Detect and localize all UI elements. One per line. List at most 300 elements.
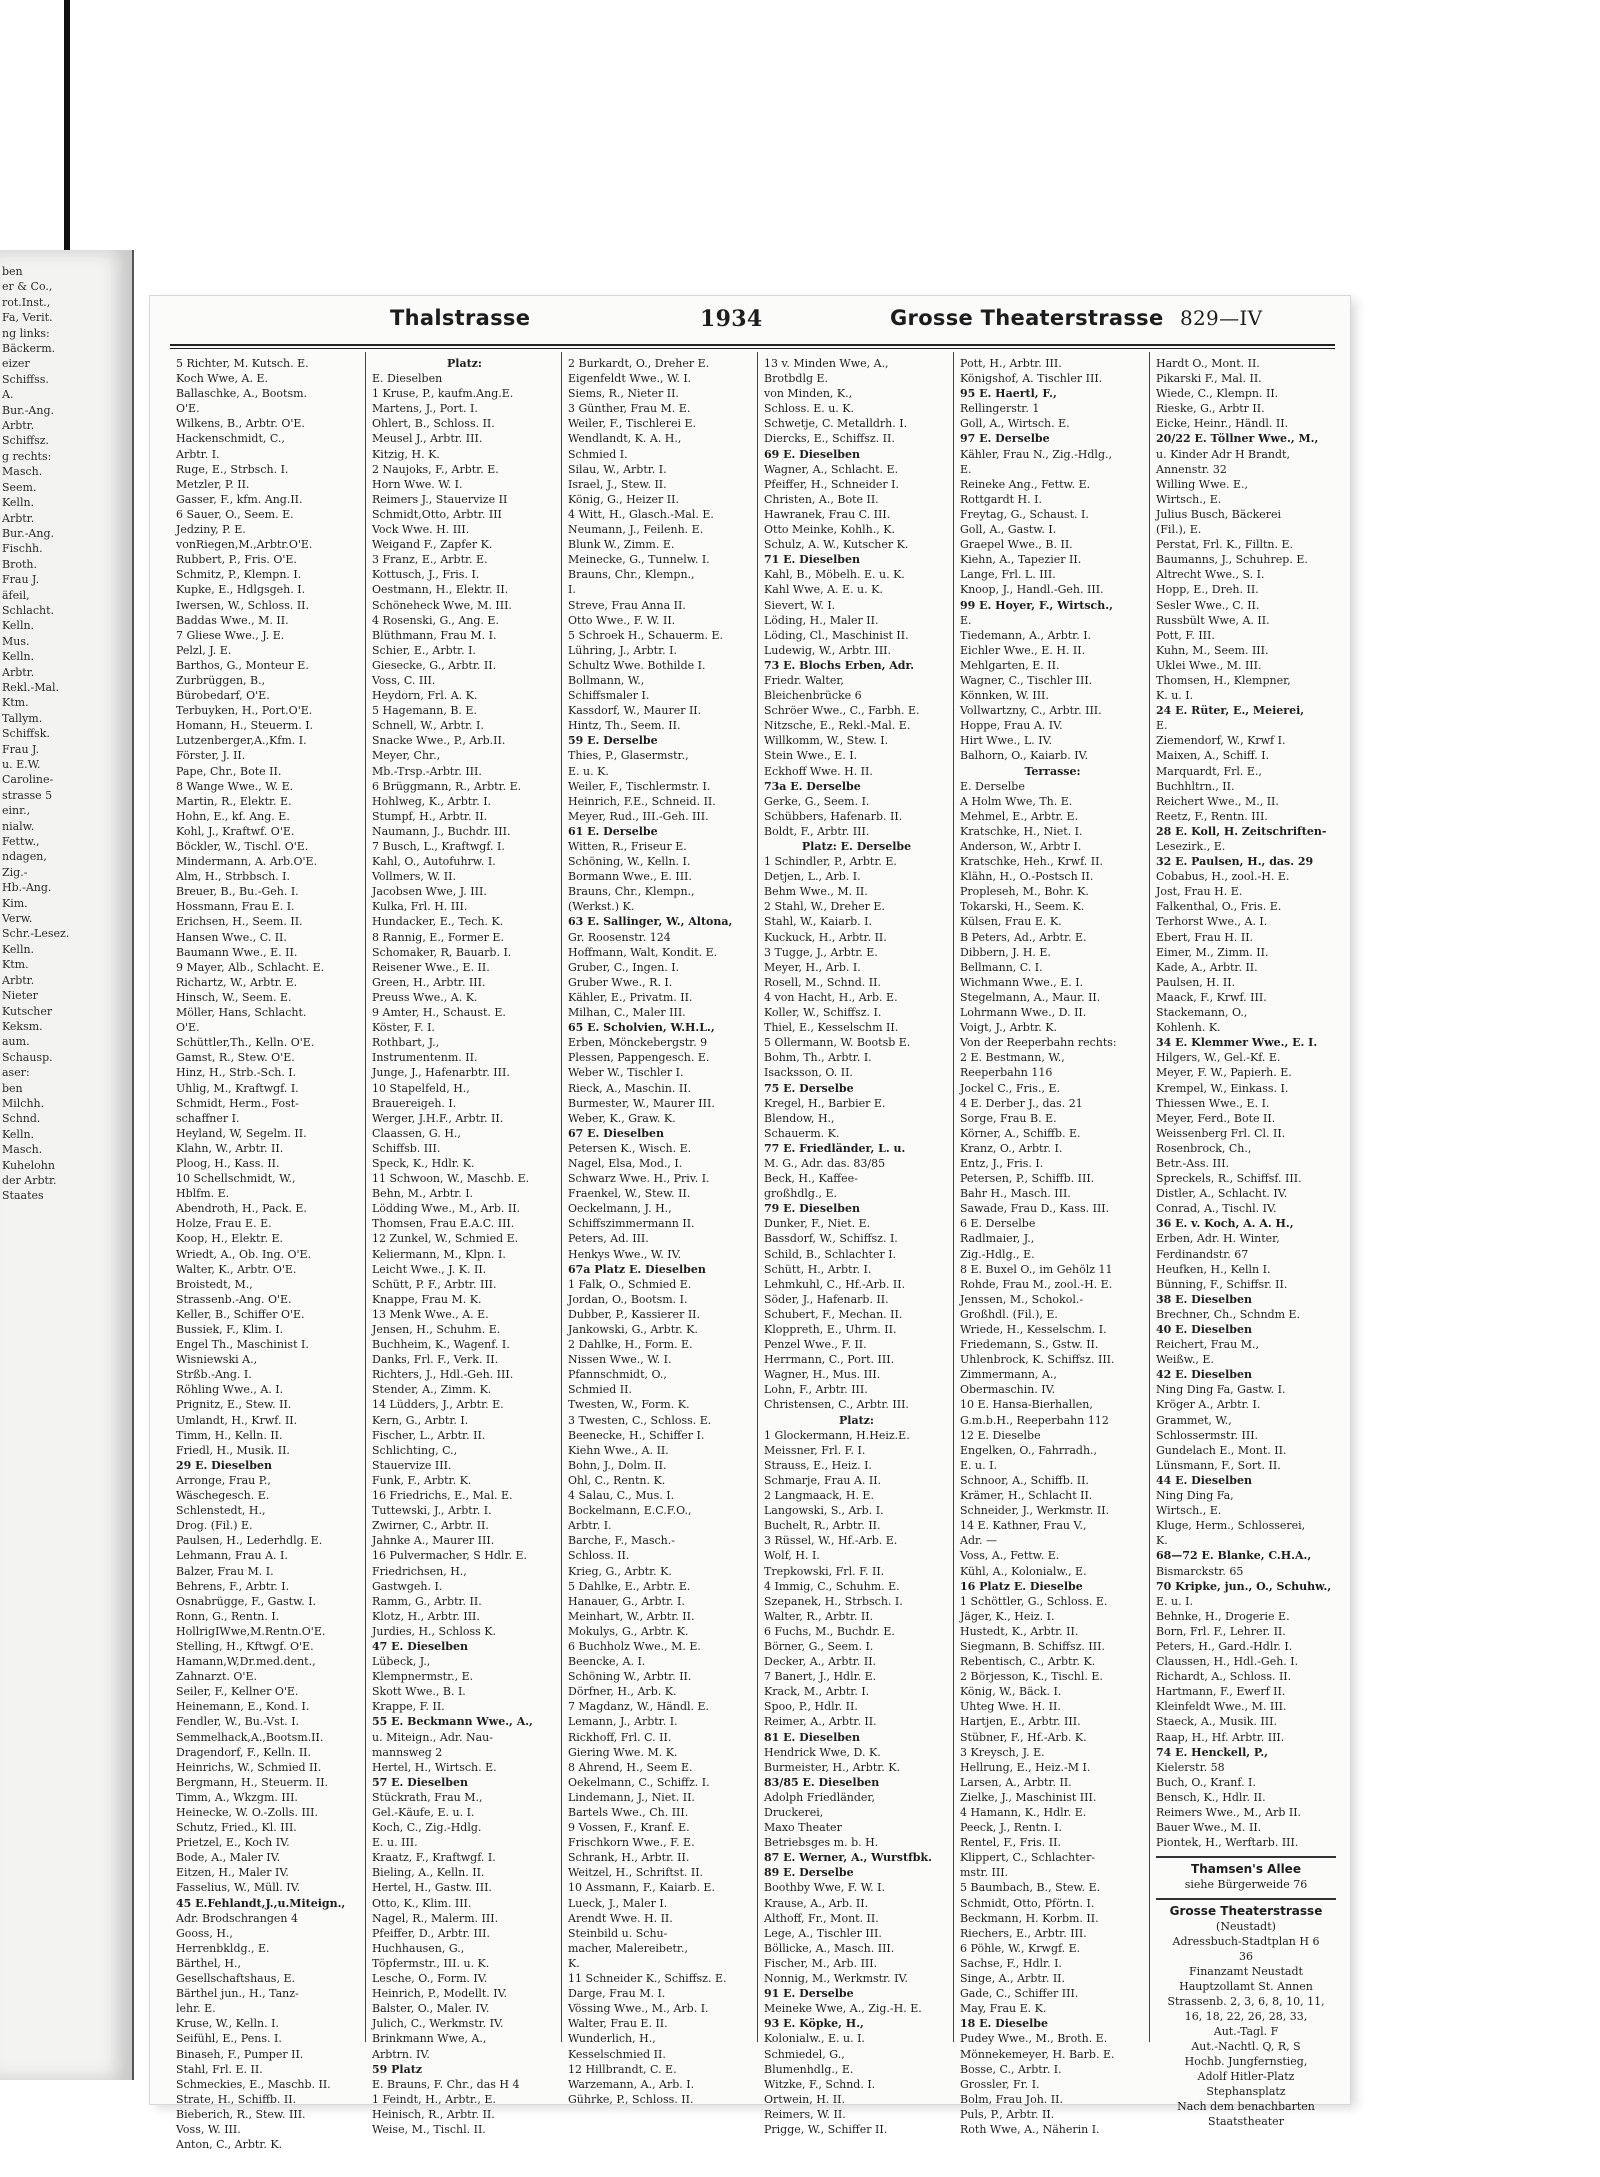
- resident-entry: Piontek, H., Werftarb. III.: [1156, 1836, 1299, 1850]
- resident-entry: Gr. Roosenstr. 124: [568, 930, 671, 944]
- resident-entry: K.: [568, 1956, 580, 1970]
- resident-entry: 4 Witt, H., Glasch.-Mal. E.: [568, 507, 714, 521]
- resident-entry: Pfannschmidt, O.,: [568, 1368, 667, 1382]
- prev-page-line: Kelln.: [2, 619, 35, 633]
- resident-entry: Rohde, Frau M., zool.-H. E.: [960, 1277, 1113, 1291]
- resident-entry: Schmied II.: [568, 1383, 632, 1397]
- resident-entry: Druckerei,: [764, 1806, 824, 1819]
- prev-page-line: Fettw.,: [2, 835, 40, 849]
- column-3: [561, 352, 757, 2106]
- resident-entry: 13 v. Minden Wwe, A.,: [764, 357, 889, 370]
- resident-entry: Steinbild u. Schu-: [568, 1926, 668, 1940]
- resident-entry: Kähler, Frau N., Zig.-Hdlg.,: [960, 447, 1112, 461]
- prev-page-line: Schiffss.: [2, 372, 49, 386]
- resident-entry: Friedemann, S., Gstw. II.: [960, 1338, 1099, 1352]
- resident-entry: Schwarz Wwe. H., Priv. I.: [568, 1172, 710, 1186]
- resident-entry: Stübner, F., Hf.-Arb. K.: [960, 1730, 1087, 1744]
- prev-page-line: Mus.: [2, 634, 30, 648]
- prev-page-line: Tallym.: [2, 711, 43, 725]
- note-line: Aut.-Nachtl. Q, R, S: [1191, 2040, 1301, 2054]
- house-number-entry: 67 E. Dieselben: [568, 1126, 664, 1140]
- resident-entry: Behnke, H., Drogerie E.: [1156, 1609, 1290, 1623]
- resident-entry: Gundelach E., Mont. II.: [1156, 1443, 1287, 1457]
- resident-entry: 3 Twesten, C., Schloss. E.: [568, 1413, 712, 1427]
- house-number-entry: 28 E. Koll, H. Zeitschriften-: [1156, 824, 1327, 838]
- resident-entry: Buchhltrn., II.: [1156, 779, 1235, 793]
- street-note-thamsens-allee: [1156, 1856, 1336, 1892]
- prev-page-line: Bäckerm.: [2, 342, 56, 356]
- resident-entry: Born, Frl. F., Lehrer. II.: [1156, 1624, 1286, 1638]
- resident-entry: Stelling, H., Kftwgf. O'E.: [176, 1639, 314, 1653]
- resident-entry: Schiffsmaler I.: [568, 689, 650, 703]
- resident-entry: E. u. K.: [568, 764, 609, 778]
- resident-entry: Otto Meinke, Kohlh., K.: [764, 523, 895, 537]
- resident-entry: Lueck, J., Maler I.: [568, 1896, 668, 1910]
- resident-entry: Danks, Frl. F., Verk. II.: [372, 1353, 499, 1367]
- resident-entry: Hartmann, F., Ewerf II.: [1156, 1685, 1286, 1699]
- prev-page-line: Caroline-: [2, 773, 54, 787]
- resident-entry: Eckhoff Wwe. H. II.: [764, 764, 873, 778]
- resident-entry: 2 Dahlke, H., Form. E.: [568, 1338, 693, 1352]
- resident-entry: Baumann Wwe., E. II.: [176, 945, 298, 959]
- resident-entry: Schlenstedt, H.,: [176, 1504, 266, 1518]
- prev-page-line: Schr.-Lesez.: [2, 927, 70, 941]
- resident-entry: Uklei Wwe., M. III.: [1156, 658, 1262, 672]
- resident-entry: Krieg, G., Arbtr. K.: [568, 1564, 672, 1578]
- resident-entry: Stegelmann, A., Maur. II.: [960, 990, 1101, 1004]
- resident-entry: Jordan, O., Bootsm. I.: [568, 1292, 688, 1306]
- prev-page-line: ndagen,: [2, 850, 47, 864]
- resident-entry: Behn, M., Arbtr. I.: [372, 1187, 474, 1201]
- prev-page-line: Rekl.-Mal.: [2, 680, 60, 694]
- resident-entry: Adr. Brodschrangen 4: [176, 1911, 298, 1925]
- house-number-entry: 57 E. Dieselben: [372, 1775, 468, 1789]
- resident-entry: Annenstr. 32: [1156, 462, 1227, 476]
- resident-entry: Cobabus, H., zool.-H. E.: [1156, 870, 1290, 884]
- resident-entry: Beenecke, H., Schiffer I.: [568, 1428, 705, 1442]
- resident-entry: Rieck, A., Maschin. II.: [568, 1081, 692, 1095]
- house-number-entry: 38 E. Dieselben: [1156, 1292, 1252, 1306]
- resident-entry: Vollwartzny, C., Arbtr. III.: [960, 704, 1102, 718]
- resident-entry: Lehmann, Frau A. I.: [176, 1549, 288, 1563]
- house-number-entry: 59 E. Derselbe: [568, 734, 658, 748]
- resident-entry: Perstat, Frl. K., Filltn. E.: [1156, 538, 1294, 552]
- resident-entry: Eimer, M., Zimm. II.: [1156, 945, 1269, 959]
- house-number-entry: 55 E. Beckmann Wwe., A.,: [372, 1715, 533, 1729]
- resident-entry: Giering Wwe. M. K.: [568, 1745, 678, 1759]
- resident-entry: Seiler, F., Kellner O'E.: [176, 1685, 299, 1699]
- resident-entry: Pott, H., Arbtr. III.: [960, 357, 1062, 370]
- resident-entry: Jäger, K., Heiz. I.: [960, 1609, 1055, 1623]
- resident-entry: Bismarckstr. 65: [1156, 1564, 1244, 1578]
- prev-page-line: Hb.-Ang.: [2, 881, 52, 895]
- resident-entry: Möller, Hans, Schlacht.: [176, 1006, 307, 1020]
- resident-entry: Holze, Frau E. E.: [176, 1217, 272, 1231]
- resident-entry: Abendroth, H., Pack. E.: [176, 1202, 307, 1216]
- resident-entry: Kratschke, H., Niet. I.: [960, 824, 1083, 838]
- resident-entry: Schöning W., Arbtr. II.: [568, 1670, 692, 1684]
- resident-entry: Twesten, W., Form. K.: [568, 1398, 690, 1412]
- resident-entry: Uhlenbrock, K. Schiffsz. III.: [960, 1353, 1115, 1367]
- prev-page-line: Fischh.: [2, 542, 43, 556]
- resident-entry: Dörfner, H., Arb. K.: [568, 1685, 677, 1699]
- resident-entry: Ohlert, B., Schloss. II.: [372, 417, 495, 431]
- resident-entry: Behrens, F., Arbtr. I.: [176, 1579, 290, 1593]
- resident-entry: Wäschegesch. E.: [176, 1489, 270, 1503]
- resident-entry: Kern, G., Arbtr. I.: [372, 1413, 469, 1427]
- resident-entry: Werger, J.H.F., Arbtr. II.: [372, 1111, 504, 1125]
- resident-entry: Lohrmann Wwe., D. II.: [960, 1006, 1087, 1020]
- prev-page-line: Masch.: [2, 465, 43, 479]
- resident-entry: 4 von Hacht, H., Arb. E.: [764, 990, 898, 1004]
- resident-entry: Stender, A., Zimm. K.: [372, 1383, 492, 1397]
- resident-entry: Schmidt, Otto, Pförtn. I.: [960, 1896, 1095, 1910]
- resident-entry: Oestmann, H., Elektr. II.: [372, 583, 509, 597]
- resident-entry: König, W., Bäck. I.: [960, 1685, 1062, 1699]
- resident-entry: Schlichting, C.,: [372, 1443, 458, 1457]
- resident-entry: Propleseh, M., Bohr. K.: [960, 885, 1089, 899]
- resident-entry: 3 Franz, E., Arbtr. E.: [372, 553, 488, 567]
- resident-entry: Wagner, C., Tischler III.: [960, 673, 1093, 687]
- resident-entry: Szepanek, H., Strbsch. I.: [764, 1594, 903, 1608]
- resident-entry: Peeck, J., Rentn. I.: [960, 1821, 1063, 1835]
- resident-entry: 1 Falk, O., Schmied E.: [568, 1277, 692, 1291]
- resident-entry: Hopp, E., Dreh. II.: [1156, 583, 1259, 597]
- resident-entry: Koch, C., Zig.-Hdlg.: [372, 1821, 482, 1835]
- resident-entry: Klippert, C., Schlachter-: [960, 1851, 1096, 1865]
- resident-entry: Krämer, H., Schlacht II.: [960, 1489, 1093, 1503]
- resident-entry: 6 Sauer, O., Seem. E.: [176, 507, 294, 521]
- resident-entry: Schnell, W., Arbtr. I.: [372, 719, 484, 733]
- resident-entry: Bärthel, H.,: [176, 1956, 242, 1970]
- resident-entry: Obermaschin. IV.: [960, 1383, 1056, 1397]
- resident-entry: Schneider, J., Werkmstr. II.: [960, 1504, 1110, 1518]
- resident-entry: Heinisch, R., Arbtr. II.: [372, 2107, 495, 2121]
- resident-entry: Rosenbrock, Ch.,: [1156, 1141, 1252, 1155]
- resident-entry: Hendrick Wwe, D. K.: [764, 1745, 881, 1759]
- note-subtitle: siehe Bürgerweide 76: [1184, 1878, 1308, 1892]
- resident-entry: 6 Brüggmann, R., Arbtr. E.: [372, 779, 522, 793]
- prev-page-line: eizer: [2, 357, 30, 371]
- column-1: [170, 352, 365, 2152]
- resident-entry: Schmarje, Frau A. II.: [764, 1473, 882, 1487]
- resident-entry: Kloppreth, E., Uhrm. II.: [764, 1323, 897, 1336]
- resident-entry: Entz, J., Fris. I.: [960, 1156, 1044, 1170]
- resident-entry: Bauer Wwe., M. II.: [1156, 1821, 1262, 1835]
- resident-entry: Plessen, Pappengesch. E.: [568, 1051, 710, 1065]
- resident-entry: 5 Richter, M. Kutsch. E.: [176, 357, 309, 370]
- directory-page: [150, 296, 1350, 2152]
- resident-entry: 4 Salau, C., Mus. I.: [568, 1489, 675, 1503]
- resident-entry: Hoffmann, Walt, Kondit. E.: [568, 945, 718, 959]
- prev-page-line: ben: [2, 1081, 23, 1095]
- resident-entry: Buch, O., Kranf. I.: [1156, 1775, 1256, 1789]
- resident-entry: Pfeiffer, D., Arbtr. III.: [372, 1926, 491, 1940]
- resident-entry: Wirtsch., E.: [1156, 1504, 1222, 1518]
- resident-entry: Fendler, W., Bu.-Vst. I.: [176, 1715, 300, 1729]
- prev-page-line: Bur.-Ang.: [2, 526, 54, 540]
- note-line: Aut.-Tagl. F: [1213, 2025, 1279, 2039]
- resident-entry: Friedrichsen, H.,: [372, 1564, 467, 1578]
- resident-entry: 16 Friedrichs, E., Mal. E.: [372, 1489, 513, 1503]
- resident-entry: 7 Gliese Wwe., J. E.: [176, 628, 285, 642]
- resident-entry: Rellingerstr. 1: [960, 402, 1040, 416]
- resident-entry: Puls, P., Arbtr. II.: [960, 2107, 1055, 2121]
- resident-entry: Bergmann, H., Steuerm. II.: [176, 1775, 329, 1789]
- resident-entry: Voss, C. III.: [372, 673, 436, 687]
- resident-entry: Löding, H., Maler II.: [764, 613, 879, 627]
- prev-page-line: Kelln.: [2, 496, 35, 510]
- resident-entry: Bärthel jun., H., Tanz-: [176, 1987, 299, 2001]
- prev-page-line: Seem.: [2, 480, 37, 494]
- house-number-entry: 75 E. Derselbe: [764, 1081, 854, 1095]
- resident-entry: Hamann,W,Dr.med.dent.,: [176, 1655, 316, 1669]
- resident-entry: Hintz, Th., Seem. II.: [568, 719, 681, 733]
- resident-entry: Koller, W., Schiffsz. I.: [764, 1006, 882, 1020]
- resident-entry: 8 Rannig, E., Former E.: [372, 930, 504, 944]
- page-header: [150, 296, 1350, 336]
- resident-entry: Schmied I.: [568, 447, 628, 461]
- resident-entry: Martens, J., Port. I.: [372, 402, 478, 416]
- resident-entry: Behm Wwe., M. II.: [764, 885, 868, 899]
- resident-entry: Prigge, W., Schiffer II.: [764, 2122, 888, 2136]
- resident-entry: Bohm, Th., Arbtr. I.: [764, 1051, 872, 1065]
- street-note-grosse-theaterstrasse: [1156, 1898, 1336, 2129]
- house-number-entry: 40 E. Dieselben: [1156, 1323, 1252, 1336]
- resident-entry: Broistedt, M.,: [176, 1277, 253, 1291]
- resident-entry: 4 Rosenski, G., Ang. E.: [372, 613, 499, 627]
- note-title: Thamsen's Allee: [1191, 1862, 1301, 1877]
- resident-entry: 1 Kruse, P., kaufm.Ang.E.: [372, 387, 514, 401]
- prev-page-line: Schausp.: [2, 1050, 53, 1064]
- resident-entry: Erben, Adr. H. Winter,: [1156, 1232, 1280, 1246]
- resident-entry: 2 Naujoks, F., Arbtr. E.: [372, 462, 499, 476]
- resident-entry: HollrigIWwe,M.Rentn.O'E.: [176, 1624, 326, 1638]
- resident-entry: Kranz, O., Arbtr. I.: [960, 1141, 1063, 1155]
- resident-entry: Schauerm. K.: [764, 1126, 840, 1140]
- resident-entry: 9 Vossen, F., Kranf. E.: [568, 1821, 690, 1835]
- resident-entry: Schiffszimmermann II.: [568, 1217, 695, 1231]
- resident-entry: Balhorn, O., Kaiarb. IV.: [960, 749, 1089, 763]
- resident-entry: Kratschke, Heh., Krwf. II.: [960, 855, 1103, 869]
- resident-entry: Meinhart, W., Arbtr. II.: [568, 1609, 695, 1623]
- resident-entry: Thomsen, H., Klempner,: [1156, 673, 1291, 687]
- resident-entry: Ebert, Frau H. II.: [1156, 930, 1254, 944]
- resident-entry: Iwersen, W., Schloss. II.: [176, 598, 310, 612]
- house-number-entry: 79 E. Dieselben: [764, 1202, 860, 1216]
- house-number-entry: 67a Platz E. Dieselben: [568, 1262, 706, 1276]
- resident-entry: E. u. III.: [372, 1836, 418, 1850]
- prev-page-line: Arbtr.: [2, 665, 35, 679]
- resident-entry: Zurbrüggen, B.,: [176, 673, 266, 687]
- resident-entry: Pfeiffer, H., Schneider I.: [764, 477, 899, 491]
- resident-entry: Giesecke, G., Arbtr. II.: [372, 658, 497, 672]
- resident-entry: Klähn, H., O.-Postsch II.: [960, 870, 1094, 884]
- resident-entry: E. u. I.: [960, 1458, 997, 1472]
- resident-entry: macher, Malereibetr.,: [568, 1941, 688, 1955]
- resident-entry: Meyer, Ferd., Bote II.: [1156, 1111, 1276, 1125]
- resident-entry: Trepkowski, Frl. F. II.: [764, 1564, 885, 1578]
- resident-entry: 10 E. Hansa-Bierhallen,: [960, 1398, 1093, 1412]
- prev-page-line: Staates: [2, 1189, 44, 1203]
- resident-entry: Gamst, R., Stew. O'E.: [176, 1051, 295, 1065]
- resident-entry: Ferdinandstr. 67: [1156, 1247, 1249, 1261]
- resident-entry: Köster, F. I.: [372, 1021, 435, 1035]
- resident-entry: Voss, A., Fettw. E.: [960, 1549, 1060, 1563]
- resident-entry: Mokulys, G., Arbtr. K.: [568, 1624, 689, 1638]
- resident-entry: großhdlg., E.: [764, 1187, 837, 1201]
- resident-entry: 1 Schöttler, G., Schloss. E.: [960, 1594, 1108, 1608]
- resident-entry: Adr. —: [960, 1534, 998, 1548]
- resident-entry: Hertel, H., Wirtsch. E.: [372, 1760, 497, 1774]
- resident-entry: Rickhoff, Frl. C. II.: [568, 1730, 672, 1744]
- house-number-entry: 34 E. Klemmer Wwe., E. I.: [1156, 1036, 1318, 1050]
- resident-entry: 5 Dahlke, E., Arbtr. E.: [568, 1579, 691, 1593]
- resident-entry: Willkomm, W., Stew. I.: [764, 734, 889, 748]
- resident-entry: Roth Wwe, A., Näherin I.: [960, 2122, 1100, 2136]
- resident-entry: Friedr. Walter,: [764, 673, 844, 687]
- resident-entry: G.m.b.H., Reeperbahn 112: [960, 1413, 1109, 1427]
- resident-entry: Brauns, Chr., Klempn.,: [568, 568, 695, 582]
- resident-entry: Lemann, J., Arbtr. I.: [568, 1715, 678, 1729]
- resident-entry: Vock Wwe. H. III.: [372, 523, 470, 537]
- resident-entry: Terbuyken, H., Port.O'E.: [176, 704, 313, 718]
- resident-entry: Walter, R., Arbtr. II.: [764, 1609, 874, 1623]
- prev-page-line: Zig.-: [2, 865, 28, 879]
- resident-entry: Maack, F., Krwf. III.: [1156, 990, 1267, 1004]
- resident-entry: 5 Ollermann, W. Bootsb E.: [764, 1036, 911, 1050]
- resident-entry: Röhling Wwe., A. I.: [176, 1383, 284, 1397]
- columns: [170, 352, 1340, 2152]
- resident-entry: Reetz, F., Rentn. III.: [1156, 809, 1268, 823]
- resident-entry: 2 Burkardt, O., Dreher E.: [568, 357, 710, 370]
- resident-entry: Bockelmann, E.C.F.O.,: [568, 1504, 692, 1518]
- resident-entry: Engelken, O., Fahrradh.,: [960, 1443, 1098, 1457]
- resident-entry: 1 Feindt, H., Arbtr., E.: [372, 2092, 496, 2106]
- header-page-number: 829—IV: [1180, 306, 1263, 330]
- resident-entry: Sievert, W. I.: [764, 598, 836, 612]
- resident-entry: May, Frau E. K.: [960, 2002, 1047, 2016]
- resident-entry: Reimers J., Stauervize II: [372, 492, 508, 506]
- house-number-entry: 91 E. Derselbe: [764, 1987, 854, 2001]
- resident-entry: Mb.-Trsp.-Arbtr. III.: [372, 764, 482, 778]
- resident-entry: Schüttler,Th., Kelln. O'E.: [176, 1036, 315, 1050]
- resident-entry: Meissner, Frl. F. I.: [764, 1443, 866, 1457]
- prev-page-line: Arbtr.: [2, 973, 35, 987]
- resident-entry: Lödding Wwe., M., Arb. II.: [372, 1202, 521, 1216]
- resident-entry: Engel Th., Maschinist I.: [176, 1338, 309, 1352]
- resident-entry: Henkys Wwe., W. IV.: [568, 1247, 682, 1261]
- resident-entry: Schmidt,Otto, Arbtr. III: [372, 507, 502, 521]
- resident-entry: Lühring, J., Arbtr. I.: [568, 643, 677, 657]
- resident-entry: 3 Kreysch, J. E.: [960, 1745, 1045, 1759]
- resident-entry: Beencke, A. I.: [568, 1655, 646, 1669]
- house-number-entry: 20/22 E. Töllner Wwe., M.,: [1156, 432, 1319, 446]
- resident-entry: Eigenfeldt Wwe., W. I.: [568, 372, 692, 386]
- resident-entry: Prignitz, E., Stew. II.: [176, 1398, 292, 1412]
- resident-entry: Adolph Friedländer,: [764, 1790, 875, 1804]
- resident-entry: Meusel J., Arbtr. III.: [372, 432, 483, 446]
- resident-entry: Heinrich, F.E., Schneid. II.: [568, 794, 716, 808]
- resident-entry: Detjen, L., Arb. I.: [764, 870, 861, 884]
- prev-page-line: aser:: [2, 1066, 30, 1080]
- resident-entry: Lege, A., Tischler III.: [764, 1926, 882, 1940]
- resident-entry: Baumanns, J., Schuhrep. E.: [1156, 553, 1308, 567]
- resident-entry: Rebentisch, C., Arbtr. K.: [960, 1655, 1096, 1669]
- resident-entry: Weißw., E.: [1156, 1353, 1214, 1367]
- resident-entry: Horn Wwe. W. I.: [372, 477, 463, 491]
- resident-entry: Nissen Wwe., W. I.: [568, 1353, 672, 1367]
- resident-entry: Riechers, E., Arbtr. III.: [960, 1926, 1087, 1940]
- resident-entry: Hoppe, Frau A. IV.: [960, 719, 1063, 733]
- note-line: Stephansplatz: [1206, 2085, 1286, 2099]
- resident-entry: Richartz, W., Arbtr. E.: [176, 975, 298, 989]
- resident-entry: Kahl, O., Autofuhrw. I.: [372, 855, 496, 869]
- resident-entry: A Holm Wwe, Th. E.: [960, 794, 1073, 808]
- prev-page-line: Milchh.: [2, 1096, 45, 1110]
- prev-page-line: A.: [2, 388, 14, 402]
- resident-entry: Arbtr. I.: [568, 1519, 612, 1533]
- resident-entry: Christensen, C., Arbtr. III.: [764, 1398, 909, 1412]
- resident-entry: Maxo Theater: [764, 1821, 842, 1835]
- resident-entry: Hertel, H., Gastw. III.: [372, 1881, 492, 1895]
- resident-entry: Arronge, Frau P.,: [176, 1473, 271, 1487]
- resident-entry: Hossmann, Frau E. I.: [176, 900, 295, 914]
- house-number-entry: 61 E. Derselbe: [568, 824, 658, 838]
- resident-entry: Claassen, G. H.,: [372, 1126, 461, 1140]
- resident-entry: Wagner, A., Schlacht. E.: [764, 462, 899, 476]
- resident-entry: Hustedt, K., Arbtr. II.: [960, 1624, 1079, 1638]
- resident-entry: M. G., Adr. das. 83/85: [764, 1156, 886, 1170]
- note-line: Finanzamt Neustadt: [1189, 1965, 1303, 1979]
- prev-page-line: nialw.: [2, 819, 35, 833]
- note-line: Adolf Hitler-Platz: [1197, 2070, 1295, 2084]
- resident-entry: Huchhausen, G.,: [372, 1941, 465, 1955]
- resident-entry: Rieske, G., Arbtr II.: [1156, 402, 1265, 416]
- resident-entry: Weitzel, H., Schriftst. II.: [568, 1866, 704, 1880]
- resident-entry: 9 Mayer, Alb., Schlacht. E.: [176, 960, 325, 974]
- resident-entry: Diercks, E., Schiffsz. II.: [764, 432, 895, 446]
- resident-entry: Oeckelmann, J. H.,: [568, 1202, 672, 1216]
- resident-entry: Klotz, H., Arbtr. III.: [372, 1609, 480, 1623]
- prev-page-line: Schiffsz.: [2, 434, 50, 448]
- resident-entry: Timm, H., Kelln. II.: [176, 1428, 283, 1442]
- resident-entry: Bellmann, C. I.: [960, 960, 1043, 974]
- header-year: 1934: [700, 306, 763, 332]
- resident-entry: Maixen, A., Schiff. I.: [1156, 749, 1270, 763]
- resident-entry: E. Derselbe: [960, 779, 1025, 793]
- resident-entry: Anton, C., Arbtr. K.: [176, 2138, 283, 2152]
- house-number-entry: 95 E. Haertl, F.,: [960, 387, 1057, 401]
- resident-entry: Reimers Wwe., M., Arb II.: [1156, 1806, 1302, 1819]
- resident-entry: Buchheim, K., Wagenf. I.: [372, 1338, 510, 1352]
- resident-entry: 3 Günther, Frau M. E.: [568, 402, 691, 416]
- resident-entry: Bode, A., Maler IV.: [176, 1851, 281, 1865]
- resident-entry: Peters, Ad. III.: [568, 1232, 649, 1246]
- resident-entry: Pape, Chr., Bote II.: [176, 764, 282, 778]
- resident-entry: Witten, R., Friseur E.: [568, 840, 687, 853]
- resident-entry: 10 Schellschmidt, W.,: [176, 1172, 296, 1186]
- resident-entry: Jedziny, P. E.: [176, 523, 246, 537]
- resident-entry: Schütt, H., Arbtr. I.: [764, 1262, 872, 1276]
- resident-entry: Fischer, M., Arb. III.: [764, 1956, 878, 1970]
- resident-entry: Alm, H., Strbbsch. I.: [176, 870, 290, 884]
- resident-entry: Jockel C., Fris., E.: [960, 1081, 1060, 1095]
- resident-entry: Zimmermann, A.,: [960, 1368, 1057, 1382]
- prev-page-line: ng links:: [2, 326, 50, 340]
- resident-entry: Kohl, J., Kraftwf. O'E.: [176, 824, 295, 838]
- resident-entry: 4 Immig, C., Schuhm. E.: [764, 1579, 900, 1593]
